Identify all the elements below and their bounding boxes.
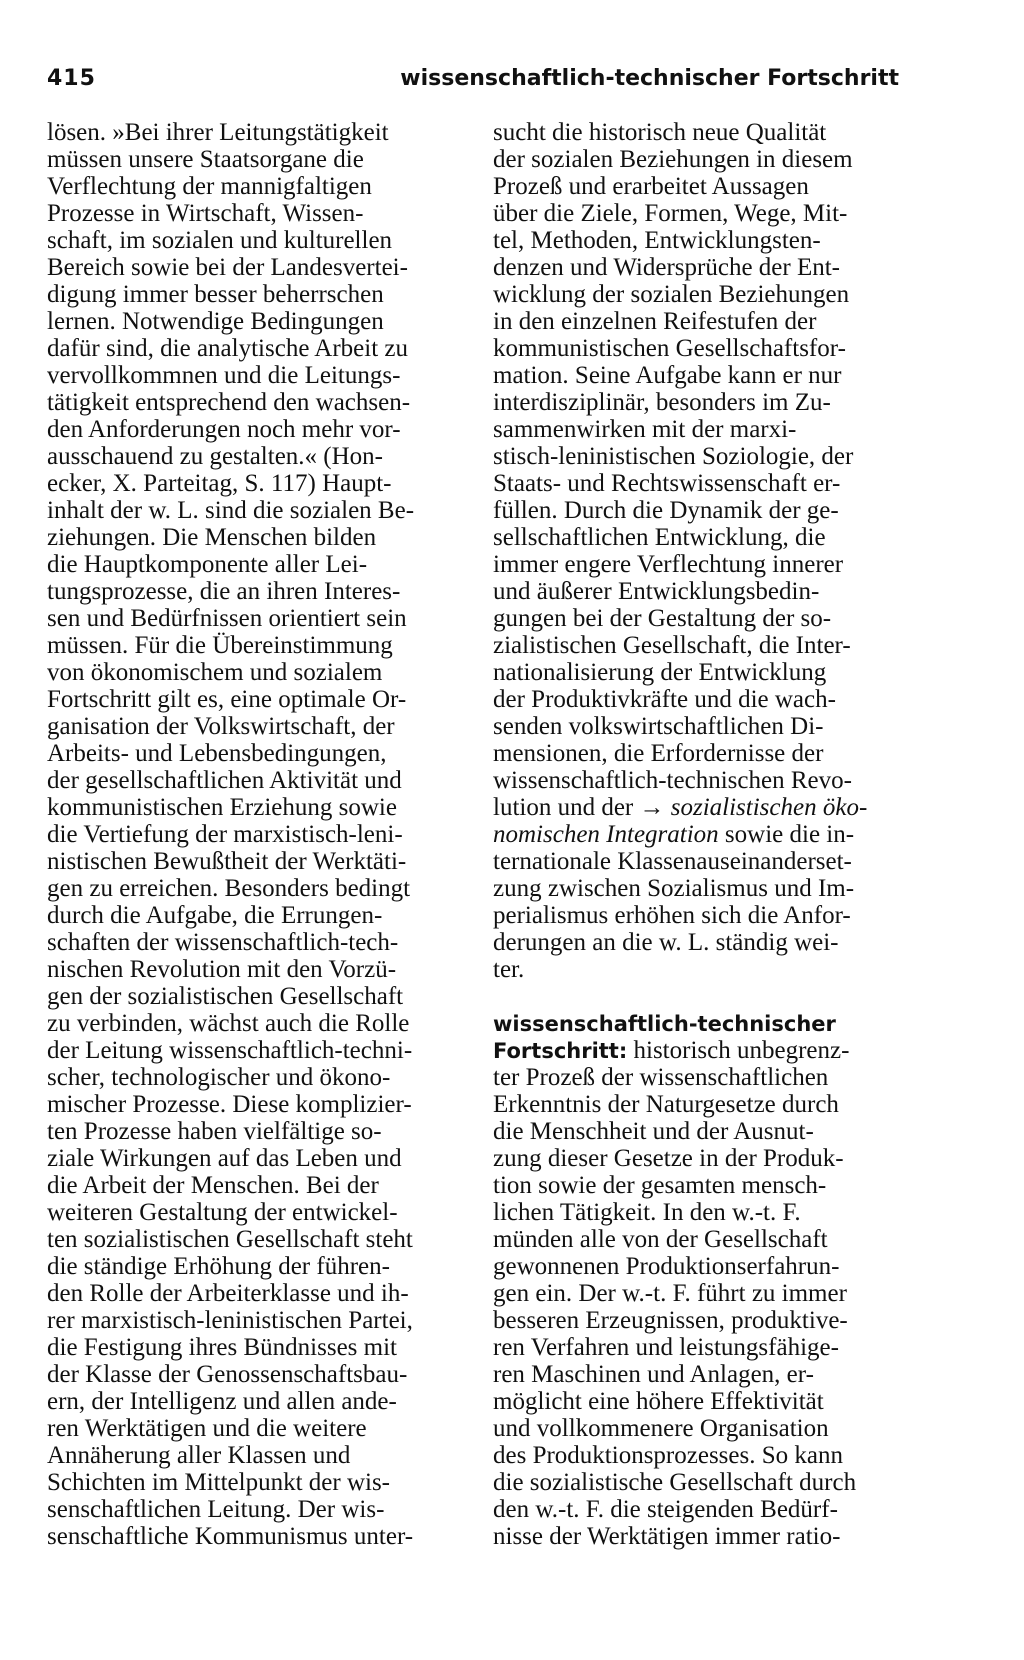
- text-line: dafür sind, die analytische Arbeit zu: [47, 335, 408, 362]
- text-line: Staats- und Rechtswissenschaft er-: [493, 470, 841, 497]
- text-line: ten sozialistischen Gesellschaft steht: [47, 1226, 413, 1253]
- text-line: Arbeits- und Lebensbedingungen,: [47, 740, 387, 767]
- text-line: kommunistischen Gesellschaftsfor-: [493, 335, 846, 362]
- text-line: wicklung der sozialen Beziehungen: [493, 281, 850, 308]
- text-line: Fortschritt gilt es, eine optimale Or-: [47, 686, 407, 713]
- text-line: Prozeß und erarbeitet Aussagen: [493, 173, 809, 200]
- text-line: perialismus erhöhen sich die Anfor-: [493, 902, 851, 929]
- entry-separator: [493, 983, 899, 1010]
- text-line: denzen und Widersprüche der Ent-: [493, 254, 841, 281]
- text-line: von ökonomischem und sozialem: [47, 659, 383, 686]
- text-line: derungen an die w. L. ständig wei-: [493, 929, 839, 956]
- text-line: münden alle von der Gesellschaft: [493, 1226, 828, 1253]
- text-line: die Arbeit der Menschen. Bei der: [47, 1172, 379, 1199]
- entry-headword: wissenschaftlich-technischer: [493, 1012, 836, 1036]
- text-line: die ständige Erhöhung der führen-: [47, 1253, 390, 1280]
- text-line: ren Maschinen und Anlagen, er-: [493, 1361, 814, 1388]
- text-line: ausschauend zu gestalten.« (Hon-: [47, 443, 383, 470]
- text-line: tätigkeit entsprechend den wachsen-: [47, 389, 411, 416]
- text-line: der gesellschaftlichen Aktivität und: [47, 767, 402, 794]
- text-line: schaften der wissenschaftlich-tech-: [47, 929, 399, 956]
- text-line: ter Prozeß der wissenschaftlichen: [493, 1064, 829, 1091]
- text-line: inhalt der w. L. sind die sozialen Be-: [47, 497, 415, 524]
- entry-first-line: Fortschritt: historisch unbegrenz-: [493, 1037, 850, 1064]
- text-line: und äußerer Entwicklungsbedin-: [493, 578, 820, 605]
- text-line: die Festigung ihres Bündnisses mit: [47, 1334, 397, 1361]
- text-line: und vollkommenere Organisation: [493, 1415, 829, 1442]
- entry-continuation-tail: [493, 848, 899, 983]
- text-line: wissenschaftlich-technischen Revo-: [493, 767, 852, 794]
- text-line: in den einzelnen Reifestufen der: [493, 308, 817, 335]
- text-line: gungen bei der Gestaltung der so-: [493, 605, 832, 632]
- text-line: stisch-leninistischen Soziologie, der: [493, 443, 854, 470]
- text-line: ter.: [493, 956, 525, 983]
- text-line: füllen. Durch die Dynamik der ge-: [493, 497, 839, 524]
- text-line: Bereich sowie bei der Landesvertei-: [47, 254, 408, 281]
- text-line: durch die Aufgabe, die Errungen-: [47, 902, 383, 929]
- text-line: ternationale Klassenauseinanderset-: [493, 848, 852, 875]
- text-line: nisse der Werktätigen immer ratio-: [493, 1523, 841, 1550]
- text-line: Schichten im Mittelpunkt der wis-: [47, 1469, 391, 1496]
- text-line: senschaftlichen Leitung. Der wis-: [47, 1496, 385, 1523]
- text-line: zung zwischen Sozialismus und Im-: [493, 875, 855, 902]
- text-line: vervollkommnen und die Leitungs-: [47, 362, 401, 389]
- text-line: den w.-t. F. die steigenden Bedürf-: [493, 1496, 838, 1523]
- text-line: möglicht eine höhere Effektivität: [493, 1388, 824, 1415]
- text-line: die Menschheit und der Ausnut-: [493, 1118, 814, 1145]
- text-line: der Klasse der Genossenschaftsbau-: [47, 1361, 408, 1388]
- text-line: sucht die historisch neue Qualität: [493, 119, 827, 146]
- text-line: mation. Seine Aufgabe kann er nur: [493, 362, 842, 389]
- entry-continuation-text: [493, 119, 899, 794]
- text-line: über die Ziele, Formen, Wege, Mit-: [493, 200, 848, 227]
- text-line: die Hauptkomponente aller Lei-: [47, 551, 368, 578]
- text-line: senden volkswirtschaftlichen Di-: [493, 713, 824, 740]
- text-line: zialistischen Gesellschaft, die Inter-: [493, 632, 851, 659]
- text-line: ziale Wirkungen auf das Leben und: [47, 1145, 402, 1172]
- text-line: der Leitung wissenschaftlich-techni-: [47, 1037, 413, 1064]
- cross-reference-arrow-icon: →: [639, 794, 665, 821]
- text-line: der Produktivkräfte und die wach-: [493, 686, 836, 713]
- text-line: ganisation der Volkswirtschaft, der: [47, 713, 395, 740]
- text-line: Annäherung aller Klassen und: [47, 1442, 351, 1469]
- text-line: tel, Methoden, Entwicklungsten-: [493, 227, 821, 254]
- text-line: besseren Erzeugnissen, produktive-: [493, 1307, 848, 1334]
- text-line: schaft, im sozialen und kulturellen: [47, 227, 393, 254]
- text-line: sellschaftlichen Entwicklung, die: [493, 524, 826, 551]
- text-line: gen ein. Der w.-t. F. führt zu immer: [493, 1280, 847, 1307]
- entry-headword-line: [493, 1010, 899, 1037]
- text-line: rer marxistisch-leninistischen Partei,: [47, 1307, 413, 1334]
- text-line: nationalisierung der Entwicklung: [493, 659, 827, 686]
- text-line: weiteren Gestaltung der entwickel-: [47, 1199, 398, 1226]
- left-column: [47, 119, 452, 1550]
- text-line: ren Verfahren und leistungsfähige-: [493, 1334, 839, 1361]
- text-line: nischen Revolution mit den Vorzü-: [47, 956, 397, 983]
- right-column: [493, 119, 899, 1550]
- text-line: zu verbinden, wächst auch die Rolle: [47, 1010, 410, 1037]
- text-line: ten Prozesse haben vielfältige so-: [47, 1118, 382, 1145]
- cross-reference-link-continued[interactable]: nomischen Integration: [493, 821, 719, 848]
- text-line: lichen Tätigkeit. In den w.-t. F.: [493, 1199, 801, 1226]
- text-line: gen der sozialistischen Gesellschaft: [47, 983, 404, 1010]
- text-line: nistischen Bewußtheit der Werktäti-: [47, 848, 407, 875]
- text-line: interdisziplinär, besonders im Zu-: [493, 389, 831, 416]
- cross-reference-link[interactable]: sozialistischen öko-: [664, 794, 868, 821]
- page-number: 415: [47, 66, 96, 91]
- text-line: lernen. Notwendige Bedingungen: [47, 308, 384, 335]
- cross-reference-line-2: nomischen Integration sowie die in-: [493, 821, 855, 848]
- text-line: gen zu erreichen. Besonders bedingt: [47, 875, 411, 902]
- text-line: den Rolle der Arbeiterklasse und ih-: [47, 1280, 409, 1307]
- text-line: sammenwirken mit der marxi-: [493, 416, 797, 443]
- text-line: müssen. Für die Übereinstimmung: [47, 632, 393, 659]
- text-line: Erkenntnis der Naturgesetze durch: [493, 1091, 839, 1118]
- text-line: tion sowie der gesamten mensch-: [493, 1172, 827, 1199]
- cross-reference-line: lution und der → sozialistischen öko-: [493, 794, 868, 821]
- text-line: Verflechtung der mannigfaltigen: [47, 173, 372, 200]
- entry-headword-continued: Fortschritt:: [493, 1039, 628, 1063]
- text-line: müssen unsere Staatsorgane die: [47, 146, 364, 173]
- text-line: senschaftliche Kommunismus unter-: [47, 1523, 414, 1550]
- text-line: gewonnenen Produktionserfahrun-: [493, 1253, 840, 1280]
- text-line: mischer Prozesse. Diese komplizier-: [47, 1091, 412, 1118]
- text-line: ecker, X. Parteitag, S. 117) Haupt-: [47, 470, 392, 497]
- text-line: immer engere Verflechtung innerer: [493, 551, 844, 578]
- text-line: tungsprozesse, die an ihren Interes-: [47, 578, 401, 605]
- text-line: ziehungen. Die Menschen bilden: [47, 524, 377, 551]
- entry-definition-text: [493, 1064, 899, 1550]
- text-line: der sozialen Beziehungen in diesem: [493, 146, 853, 173]
- text-line: lösen. »Bei ihrer Leitungstätigkeit: [47, 119, 389, 146]
- text-line: mensionen, die Erfordernisse der: [493, 740, 824, 767]
- text-line: sen und Bedürfnissen orientiert sein: [47, 605, 407, 632]
- running-head: wissenschaftlich-technischer Fortschritt: [400, 66, 899, 91]
- text-line: digung immer besser beherrschen: [47, 281, 384, 308]
- text-line: kommunistischen Erziehung sowie: [47, 794, 397, 821]
- text-line: zung dieser Gesetze in der Produk-: [493, 1145, 844, 1172]
- text-line: ern, der Intelligenz und allen ande-: [47, 1388, 397, 1415]
- text-line: die sozialistische Gesellschaft durch: [493, 1469, 857, 1496]
- text-line: die Vertiefung der marxistisch-leni-: [47, 821, 403, 848]
- text-line: Prozesse in Wirtschaft, Wissen-: [47, 200, 364, 227]
- text-line: den Anforderungen noch mehr vor-: [47, 416, 401, 443]
- page-header: [47, 62, 899, 96]
- text-line: des Produktionsprozesses. So kann: [493, 1442, 843, 1469]
- text-line: scher, technologischer und ökono-: [47, 1064, 391, 1091]
- text-line: ren Werktätigen und die weitere: [47, 1415, 367, 1442]
